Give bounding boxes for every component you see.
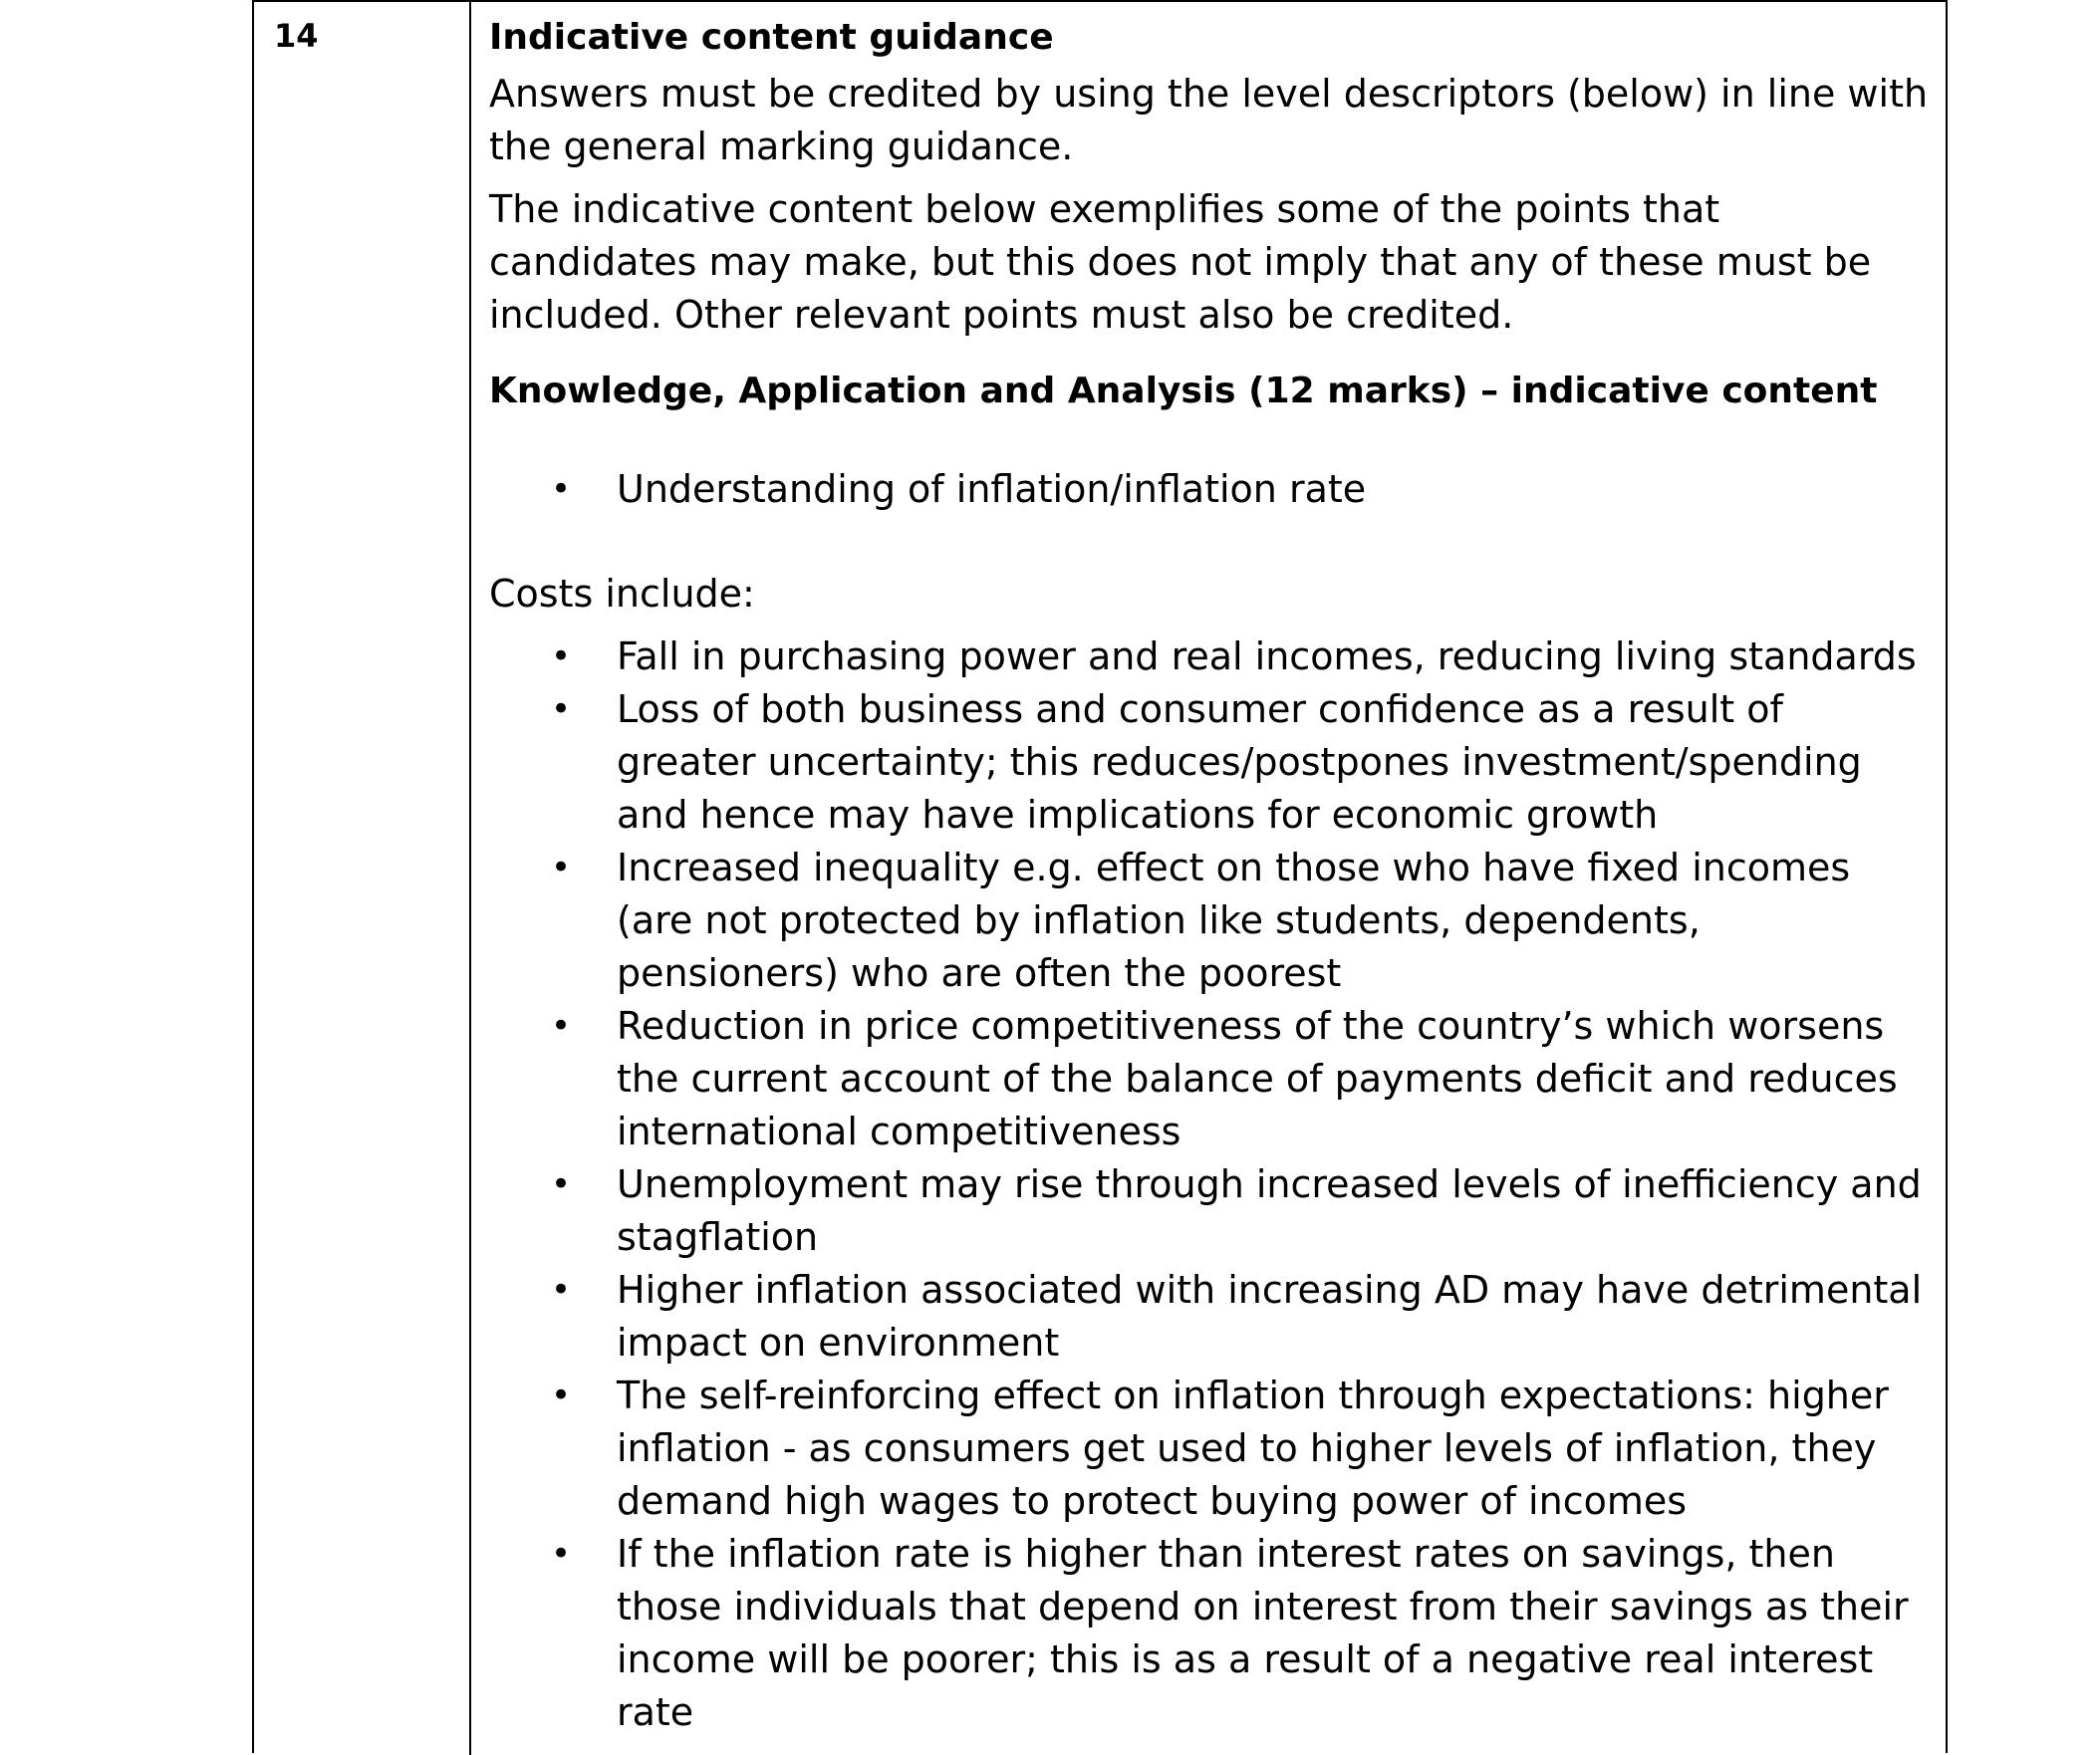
list-item: [489, 1370, 1934, 1528]
list-item-text: Loss of both business and consumer confidence as a result of greater uncertainty; this reduces/postpones investment/spending and hence may have implications for economic growth: [617, 687, 1862, 837]
section-subheading: Knowledge, Application and Analysis (12 marks) – indicative content: [489, 371, 1878, 411]
costs-list: [489, 630, 1934, 1739]
bullet-icon: •: [551, 1006, 572, 1046]
bullet-icon: •: [551, 1270, 572, 1310]
list-item: [489, 630, 1934, 683]
mark-scheme-table: [252, 0, 1948, 1753]
bullet-icon: •: [551, 848, 572, 887]
bullet-icon: •: [551, 469, 572, 509]
list-item: [489, 1264, 1934, 1370]
bullet-icon: •: [551, 1534, 572, 1574]
list-item-text: Increased inequality e.g. effect on those who have fixed incomes (are not protected by inflation like students, dependents, pensioners) who are often the poorest: [617, 846, 1851, 995]
bullet-icon: •: [551, 1376, 572, 1415]
understanding-list: [489, 463, 1934, 516]
guidance-content: [489, 16, 1934, 1739]
list-item: [489, 842, 1934, 1000]
list-item-text: Reduction in price competitiveness of the country’s which worsens the current account of the balance of payments deficit and reduces international competitiveness: [617, 1004, 1898, 1153]
bullet-icon: •: [551, 636, 572, 676]
list-item-text: Fall in purchasing power and real incomes, reducing living standards: [617, 634, 1917, 678]
list-item-text: Higher inflation associated with increasing AD may have detrimental impact on environment: [617, 1268, 1923, 1365]
list-item-text: The self-reinforcing effect on inflation through expectations: higher inflation - as consumers get used to higher levels of inflation, they demand high wages to protect buying power of incomes: [617, 1374, 1889, 1523]
list-item: [489, 683, 1934, 842]
list-item-text: Unemployment may rise through increased levels of inefficiency and stagflation: [617, 1162, 1922, 1259]
column-divider: [469, 2, 471, 1755]
guidance-heading: Indicative content guidance: [489, 17, 1054, 58]
costs-label: Costs include:: [489, 572, 755, 616]
list-item-text: Understanding of inflation/inflation rate: [617, 467, 1367, 511]
list-item: [489, 1000, 1934, 1158]
guidance-paragraph: Answers must be credited by using the level descriptors (below) in line with the general marking guidance.: [489, 72, 1929, 168]
list-item: [489, 1528, 1934, 1739]
list-item: [489, 1158, 1934, 1264]
question-number: 14: [274, 17, 319, 55]
bullet-icon: •: [551, 1164, 572, 1204]
list-item-text: If the inflation rate is higher than interest rates on savings, then those individuals that depend on interest from their savings as their income will be poorer; this is as a result of a negative real interest rate: [617, 1532, 1909, 1734]
guidance-paragraph: The indicative content below exemplifies some of the points that candidates may make, but this does not imply that any of these must be included. Other relevant points must also be credited.: [489, 187, 1872, 337]
list-item: [489, 463, 1934, 516]
bullet-icon: •: [551, 689, 572, 729]
